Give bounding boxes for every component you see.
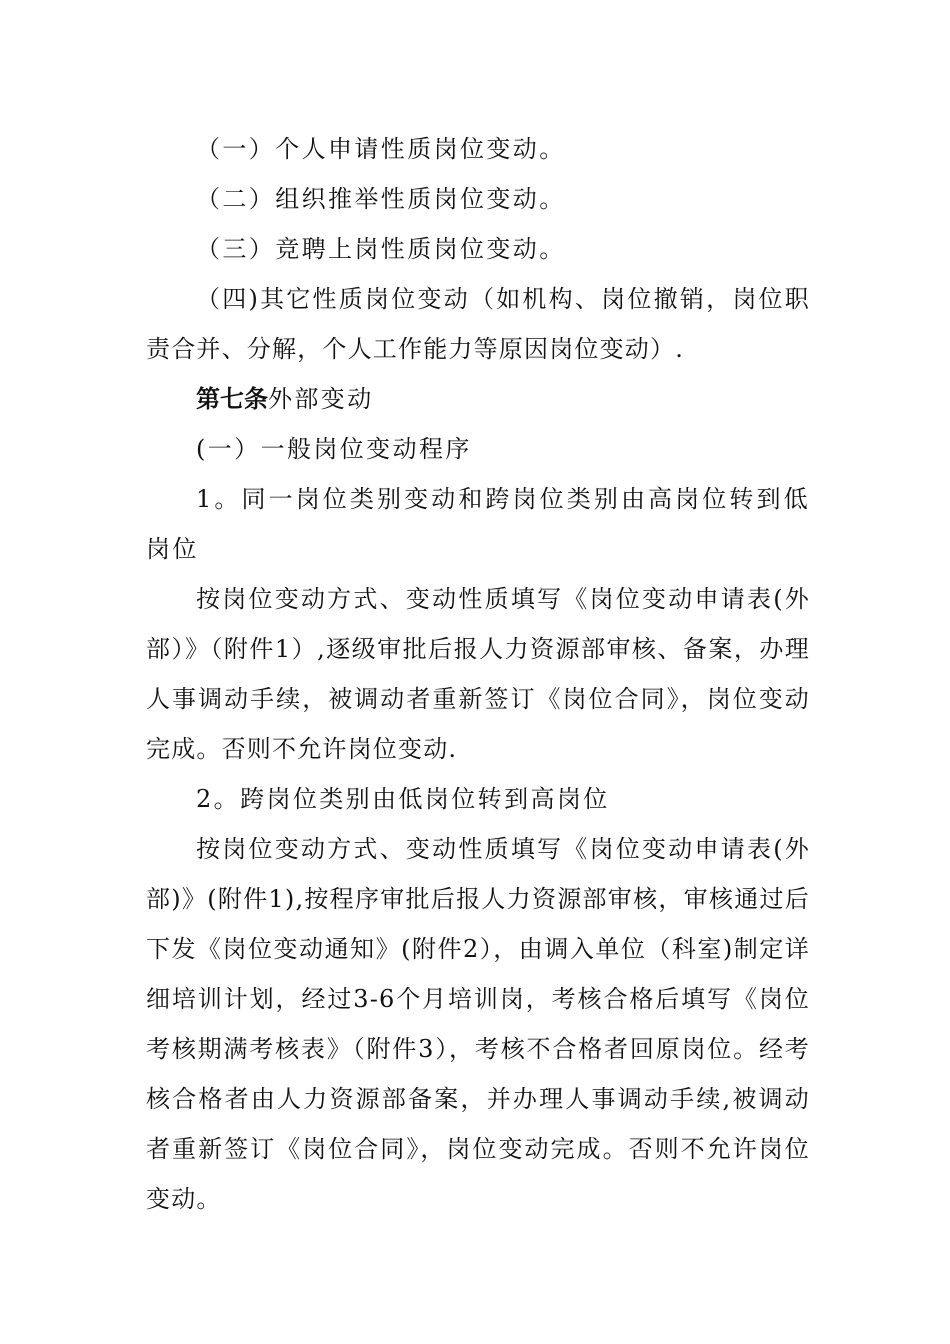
- paragraph-text: (一）一般岗位变动程序: [196, 435, 472, 463]
- paragraph-text: （四)其它性质岗位变动（如机构、岗位撤销，岗位职责合并、分解，个人工作能力等原因岗位变动）.: [146, 285, 810, 363]
- subsection-heading: [146, 424, 810, 474]
- step-2-body: [146, 824, 810, 1224]
- article-heading: [146, 374, 810, 424]
- step-1-heading: [146, 474, 810, 574]
- paragraph-text: （三）竞聘上岗性质岗位变动。: [196, 235, 566, 263]
- article-number: 第七条: [196, 385, 268, 413]
- step-2-heading: [146, 774, 810, 824]
- paragraph-text: 按岗位变动方式、变动性质填写《岗位变动申请表(外部）》（附件1）,逐级审批后报人力资源部审核、备案，办理人事调动手续，被调动者重新签订《岗位合同》，岗位变动完成。否则不允许岗位变动.: [146, 585, 810, 763]
- paragraph-text: 1。同一岗位类别变动和跨岗位类别由高岗位转到低岗位: [146, 485, 810, 563]
- paragraph-text: 按岗位变动方式、变动性质填写《岗位变动申请表(外部)》(附件1),按程序审批后报人力资源部审核，审核通过后下发《岗位变动通知》(附件2），由调入单位（科室)制定详细培训计划，经过3-6个月培训岗，考核合格后填写《岗位考核期满考核表》（附件3），考核不合格者回原岗位。经考核合格者由人力资源部备案，并办理人事调动手续,被调动者重新签订《岗位合同》，岗位变动完成。否则不允许岗位变动。: [146, 835, 810, 1213]
- article-title: 外部变动: [268, 385, 374, 413]
- paragraph-item-4: [146, 274, 810, 374]
- paragraph-item-2: [146, 174, 810, 224]
- paragraph-text: 2。跨岗位类别由低岗位转到高岗位: [196, 785, 610, 813]
- paragraph-text: （一）个人申请性质岗位变动。: [196, 135, 566, 163]
- paragraph-item-3: [146, 224, 810, 274]
- document-body: [146, 124, 810, 1224]
- paragraph-text: （二）组织推举性质岗位变动。: [196, 185, 566, 213]
- step-1-body: [146, 574, 810, 774]
- paragraph-item-1: [146, 124, 810, 174]
